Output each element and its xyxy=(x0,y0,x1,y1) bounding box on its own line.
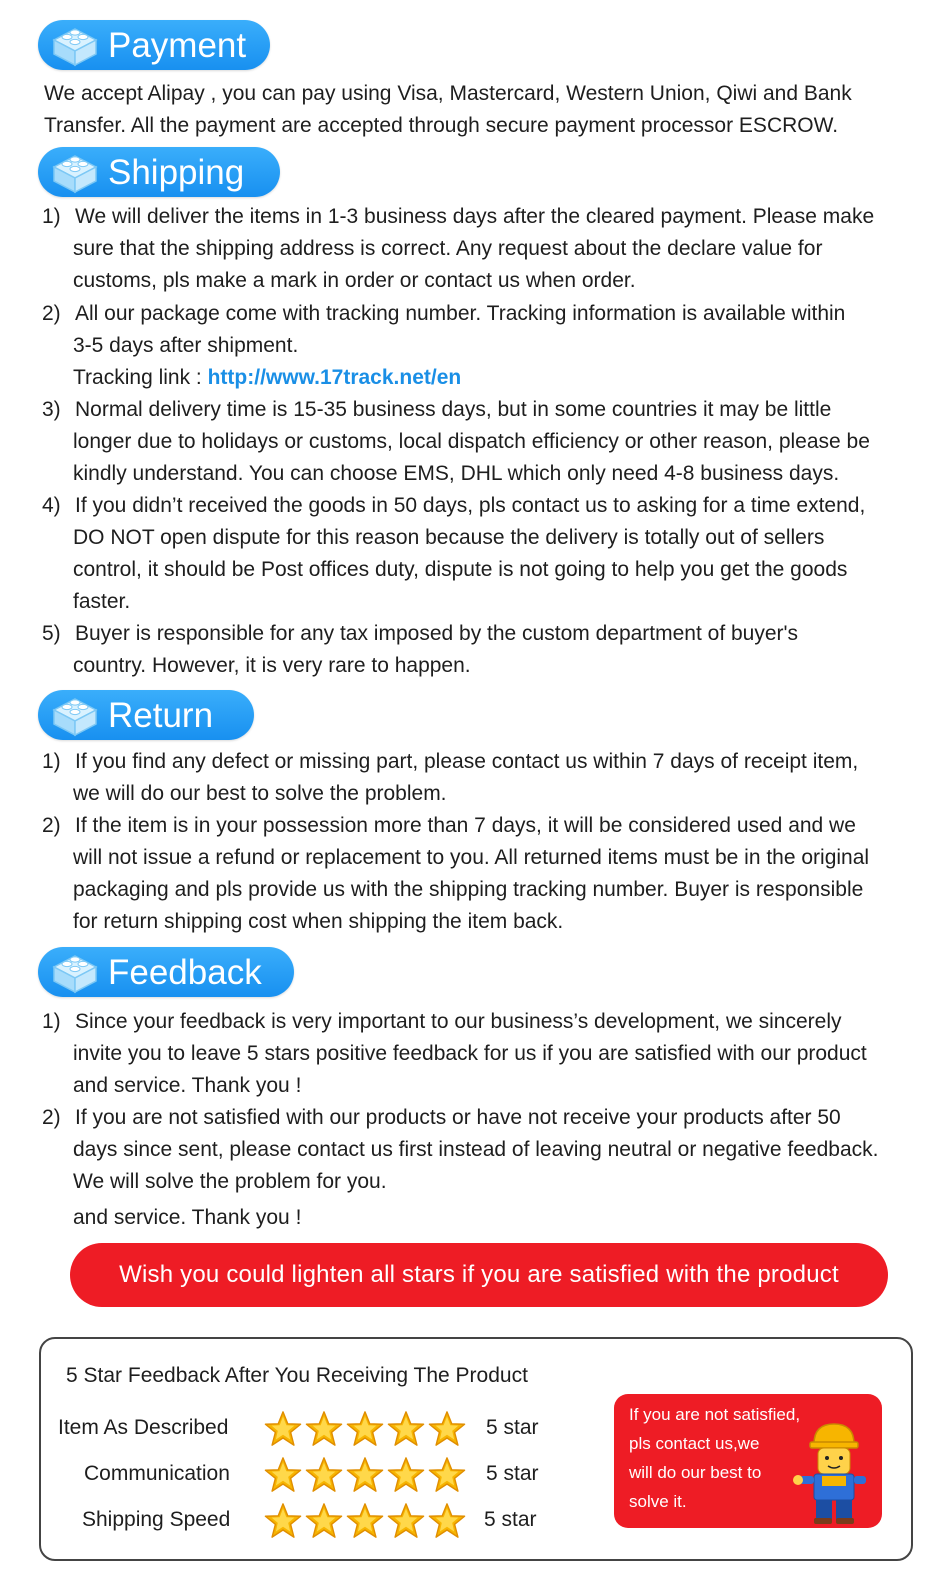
tracking-label: Tracking link : xyxy=(73,366,202,389)
item-line: days since sent, please contact us first instead of leaving neutral or negative feedback. xyxy=(73,1138,879,1161)
item-line: 3-5 days after shipment. xyxy=(73,334,299,357)
star-icon xyxy=(264,1410,302,1448)
feedback-item-2 xyxy=(42,1102,878,1198)
rating-label: Item As Described xyxy=(58,1416,229,1439)
shipping-item-1 xyxy=(42,201,874,297)
item-number: 1) xyxy=(42,1010,61,1033)
item-line: sure that the shipping address is correct. Any request about the declare value for xyxy=(73,237,823,260)
item-line: We will deliver the items in 1-3 business days after the cleared payment. Please make xyxy=(75,205,875,228)
tracking-line xyxy=(42,362,845,394)
item-line: and service. Thank you ! xyxy=(73,1074,302,1097)
feedback-header xyxy=(38,947,294,997)
shipping-item-2 xyxy=(42,298,845,394)
star-icon xyxy=(305,1410,343,1448)
star-icon xyxy=(264,1502,302,1540)
star-icon xyxy=(387,1410,425,1448)
star-icon xyxy=(305,1456,343,1494)
item-line: If the item is in your possession more than 7 days, it will be considered used and we xyxy=(75,814,856,837)
shipping-item-3 xyxy=(42,394,870,490)
note-line: solve it. xyxy=(629,1492,687,1511)
shipping-title: Shipping xyxy=(108,152,245,192)
item-number: 1) xyxy=(42,750,61,773)
item-line: We will solve the problem for you. xyxy=(73,1170,387,1193)
shipping-item-5 xyxy=(42,618,798,682)
note-line: If you are not satisfied, xyxy=(629,1405,801,1424)
star-icon xyxy=(346,1410,384,1448)
rating-label: Shipping Speed xyxy=(82,1508,231,1531)
item-line: we will do our best to solve the problem. xyxy=(73,782,447,805)
note-line: pls contact us,we xyxy=(629,1434,760,1453)
lego-brick-icon xyxy=(50,150,100,194)
rating-row-shipping-speed xyxy=(0,1502,560,1542)
star-rating xyxy=(264,1502,466,1540)
tracking-link[interactable]: http://www.17track.net/en xyxy=(207,366,462,389)
item-number: 2) xyxy=(42,814,61,837)
rating-value: 5 star xyxy=(484,1508,537,1531)
item-line: Buyer is responsible for any tax imposed by the custom department of buyer's xyxy=(75,622,799,645)
feedback-item-1 xyxy=(42,1006,867,1102)
item-number: 2) xyxy=(42,1106,61,1129)
shipping-item-4 xyxy=(42,490,865,618)
lego-brick-icon xyxy=(50,950,100,994)
item-number: 4) xyxy=(42,494,61,517)
star-icon xyxy=(346,1502,384,1540)
rating-value: 5 star xyxy=(486,1416,539,1439)
item-number: 5) xyxy=(42,622,61,645)
star-icon xyxy=(346,1456,384,1494)
item-line: DO NOT open dispute for this reason because the delivery is totally out of sellers xyxy=(73,526,825,549)
payment-text xyxy=(44,78,852,142)
return-item-2 xyxy=(42,810,869,938)
star-icon xyxy=(387,1502,425,1540)
star-icon xyxy=(264,1456,302,1494)
item-number: 2) xyxy=(42,302,61,325)
payment-header xyxy=(38,20,270,70)
item-line: for return shipping cost when shipping the item back. xyxy=(73,910,564,933)
rating-row-item-as-described xyxy=(0,1410,560,1450)
rating-label: Communication xyxy=(84,1462,230,1485)
item-line: invite you to leave 5 stars positive feedback for us if you are satisfied with our product xyxy=(73,1042,867,1065)
feedback-title: Feedback xyxy=(108,952,262,992)
item-line: If you are not satisfied with our products or have not receive your products after 50 xyxy=(75,1106,841,1129)
item-line: longer due to holidays or customs, local dispatch efficiency or other reason, please be xyxy=(73,430,870,453)
return-item-1 xyxy=(42,746,858,810)
item-line: Since your feedback is very important to our business’s development, we sincerely xyxy=(75,1010,842,1033)
item-number: 3) xyxy=(42,398,61,421)
item-line: faster. xyxy=(73,590,131,613)
star-icon xyxy=(428,1456,466,1494)
payment-line: Transfer. All the payment are accepted through secure payment processor ESCROW. xyxy=(44,114,839,137)
star-rating xyxy=(264,1410,466,1448)
item-line: If you find any defect or missing part, please contact us within 7 days of receipt item, xyxy=(75,750,859,773)
payment-title: Payment xyxy=(108,25,247,65)
item-line: will not issue a refund or replacement to you. All returned items must be in the original xyxy=(73,846,870,869)
item-number: 1) xyxy=(42,205,61,228)
payment-line: We accept Alipay , you can pay using Visa, Mastercard, Western Union, Qiwi and Bank xyxy=(44,82,852,105)
star-icon xyxy=(305,1502,343,1540)
return-title: Return xyxy=(108,695,214,735)
star-rating xyxy=(264,1456,466,1494)
star-icon xyxy=(387,1456,425,1494)
item-line: country. However, it is very rare to happen. xyxy=(73,654,471,677)
lego-brick-icon xyxy=(50,23,100,67)
lego-brick-icon xyxy=(50,693,100,737)
item-line: customs, pls make a mark in order or contact us when order. xyxy=(73,269,636,292)
return-header xyxy=(38,690,254,740)
rating-box-title: 5 Star Feedback After You Receiving The Product xyxy=(66,1364,528,1387)
star-icon xyxy=(428,1410,466,1448)
rating-value: 5 star xyxy=(486,1462,539,1485)
item-line: packaging and pls provide us with the shipping tracking number. Buyer is responsible xyxy=(73,878,864,901)
item-line: Normal delivery time is 15-35 business days, but in some countries it may be little xyxy=(75,398,832,421)
note-line: will do our best to xyxy=(629,1463,762,1482)
construction-worker-icon xyxy=(792,1414,876,1524)
item-line: All our package come with tracking number. Tracking information is available within xyxy=(75,302,846,325)
item-line: If you didn’t received the goods in 50 days, pls contact us to asking for a time extend, xyxy=(75,494,866,517)
star-icon xyxy=(428,1502,466,1540)
item-line: control, it should be Post offices duty, dispute is not going to help you get the goods xyxy=(73,558,848,581)
rating-row-communication xyxy=(0,1456,560,1496)
shipping-header xyxy=(38,147,280,197)
not-satisfied-note xyxy=(614,1394,882,1528)
lighten-stars-banner: Wish you could lighten all stars if you are satisfied with the product xyxy=(70,1243,888,1307)
feedback-extra-line: and service. Thank you ! xyxy=(73,1206,302,1229)
item-line: kindly understand. You can choose EMS, DHL which only need 4-8 business days. xyxy=(73,462,840,485)
